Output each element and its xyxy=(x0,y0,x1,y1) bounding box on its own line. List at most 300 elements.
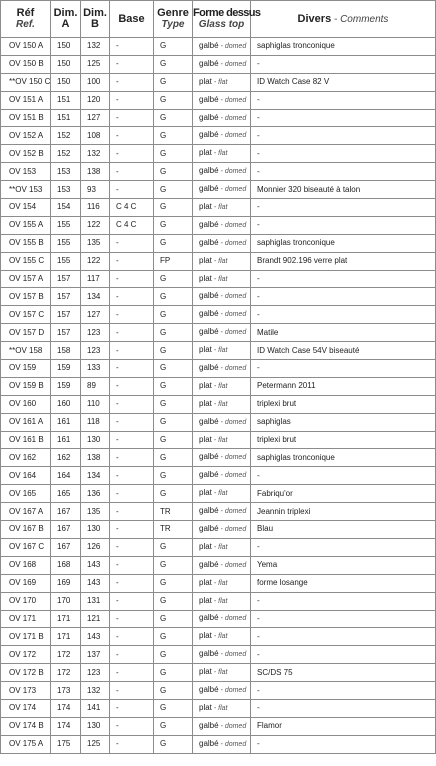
cell-base: - xyxy=(110,252,154,270)
cell-dim-b: 93 xyxy=(81,181,110,199)
table-row xyxy=(1,252,436,270)
cell-ref: OV 172 xyxy=(1,646,51,664)
header-divers xyxy=(251,1,436,38)
cell-genre: G xyxy=(154,342,193,360)
cell-divers: - xyxy=(251,628,436,646)
cell-glass-top xyxy=(193,342,251,360)
table-row xyxy=(1,538,436,556)
cell-divers: - xyxy=(251,646,436,664)
glass-top-fr: galbé xyxy=(199,237,219,247)
cell-glass-top xyxy=(193,270,251,288)
glass-top-separator: - xyxy=(218,740,225,748)
glass-top-separator: - xyxy=(218,239,225,247)
cell-divers: - xyxy=(251,163,436,181)
cell-divers: saphiglas xyxy=(251,413,436,431)
cell-dim-a: 167 xyxy=(51,503,81,521)
glass-top-separator: - xyxy=(211,347,219,355)
cell-base: - xyxy=(110,395,154,413)
cell-dim-a: 175 xyxy=(51,735,81,753)
cell-divers: triplexi brut xyxy=(251,395,436,413)
table-row xyxy=(1,163,436,181)
cell-glass-top xyxy=(193,682,251,700)
glass-top-separator: - xyxy=(211,490,219,498)
cell-dim-a: 165 xyxy=(51,485,81,503)
cell-ref: OV 150 A xyxy=(1,38,51,56)
cell-glass-top xyxy=(193,485,251,503)
table-row xyxy=(1,395,436,413)
cell-genre: G xyxy=(154,109,193,127)
header-dim-b-sublabel: B xyxy=(91,18,99,30)
cell-dim-a: 152 xyxy=(51,127,81,145)
cell-ref: **OV 153 xyxy=(1,181,51,199)
glass-top-separator: - xyxy=(218,186,225,194)
glass-top-separator: - xyxy=(218,60,225,68)
cell-glass-top xyxy=(193,181,251,199)
cell-glass-top xyxy=(193,395,251,413)
glass-top-en: domed xyxy=(224,329,247,337)
cell-dim-b: 108 xyxy=(81,127,110,145)
glass-top-en: flat xyxy=(218,669,228,677)
cell-dim-b: 121 xyxy=(81,610,110,628)
cell-dim-a: 171 xyxy=(51,628,81,646)
cell-genre: G xyxy=(154,664,193,682)
cell-divers: - xyxy=(251,735,436,753)
cell-ref: OV 167 C xyxy=(1,538,51,556)
glass-top-en: flat xyxy=(218,203,228,211)
glass-top-en: domed xyxy=(224,561,247,569)
table-row xyxy=(1,234,436,252)
cell-genre: G xyxy=(154,306,193,324)
cell-base: - xyxy=(110,610,154,628)
cell-base: - xyxy=(110,431,154,449)
cell-base: - xyxy=(110,628,154,646)
cell-glass-top xyxy=(193,628,251,646)
table-row xyxy=(1,55,436,73)
cell-base: - xyxy=(110,413,154,431)
glass-top-en: domed xyxy=(224,132,247,140)
cell-glass-top xyxy=(193,431,251,449)
cell-dim-b: 137 xyxy=(81,646,110,664)
cell-genre: G xyxy=(154,592,193,610)
table-row xyxy=(1,574,436,592)
glass-top-fr: plat xyxy=(199,201,212,211)
cell-genre: G xyxy=(154,55,193,73)
glass-top-en: flat xyxy=(218,400,228,408)
cell-dim-a: 153 xyxy=(51,163,81,181)
cell-dim-b: 141 xyxy=(81,699,110,717)
glass-top-separator: - xyxy=(211,543,219,551)
cell-divers: - xyxy=(251,538,436,556)
glass-top-separator: - xyxy=(218,114,225,122)
cell-glass-top xyxy=(193,717,251,735)
cell-divers: Monnier 320 biseauté à talon xyxy=(251,181,436,199)
glass-top-fr: galbé xyxy=(199,470,219,480)
cell-base: - xyxy=(110,109,154,127)
cell-ref: OV 152 A xyxy=(1,127,51,145)
cell-dim-b: 110 xyxy=(81,395,110,413)
header-dim-b-label: Dim. xyxy=(83,7,107,19)
header-genre-sublabel: Type xyxy=(161,19,185,30)
cell-ref: OV 152 B xyxy=(1,145,51,163)
cell-glass-top xyxy=(193,127,251,145)
glass-top-en: domed xyxy=(224,186,247,194)
cell-ref: OV 174 xyxy=(1,699,51,717)
table-row xyxy=(1,342,436,360)
cell-glass-top xyxy=(193,538,251,556)
table-row xyxy=(1,270,436,288)
glass-top-en: domed xyxy=(224,615,247,623)
cell-base: - xyxy=(110,73,154,91)
cell-ref: OV 172 B xyxy=(1,664,51,682)
table-row xyxy=(1,610,436,628)
glass-top-en: flat xyxy=(218,78,228,86)
header-forme-label: Forme dessus xyxy=(193,7,261,19)
cell-base: - xyxy=(110,342,154,360)
cell-dim-b: 125 xyxy=(81,55,110,73)
table-row xyxy=(1,503,436,521)
cell-divers: - xyxy=(251,288,436,306)
cell-dim-a: 155 xyxy=(51,234,81,252)
cell-base: - xyxy=(110,270,154,288)
cell-ref: OV 154 xyxy=(1,199,51,217)
glass-top-en: domed xyxy=(224,42,247,50)
glass-top-fr: galbé xyxy=(199,291,219,301)
cell-genre: G xyxy=(154,556,193,574)
cell-base: - xyxy=(110,127,154,145)
cell-dim-b: 130 xyxy=(81,717,110,735)
cell-genre: G xyxy=(154,467,193,485)
cell-divers: Flamor xyxy=(251,717,436,735)
cell-genre: G xyxy=(154,199,193,217)
glass-top-fr: plat xyxy=(199,434,212,444)
cell-base: - xyxy=(110,324,154,342)
glass-top-separator: - xyxy=(211,669,219,677)
cell-base: - xyxy=(110,288,154,306)
cell-glass-top xyxy=(193,360,251,378)
table-row xyxy=(1,521,436,539)
cell-genre: G xyxy=(154,485,193,503)
glass-top-en: domed xyxy=(224,168,247,176)
cell-divers: - xyxy=(251,127,436,145)
cell-glass-top xyxy=(193,449,251,467)
cell-glass-top xyxy=(193,145,251,163)
glass-top-separator: - xyxy=(218,42,225,50)
header-ref xyxy=(1,1,51,38)
cell-base: - xyxy=(110,163,154,181)
cell-dim-a: 161 xyxy=(51,413,81,431)
cell-genre: G xyxy=(154,538,193,556)
cell-genre: TR xyxy=(154,503,193,521)
cell-dim-b: 130 xyxy=(81,431,110,449)
table-row xyxy=(1,306,436,324)
cell-divers: forme losange xyxy=(251,574,436,592)
glass-top-separator: - xyxy=(218,615,225,623)
cell-dim-b: 135 xyxy=(81,234,110,252)
cell-ref: OV 173 xyxy=(1,682,51,700)
glass-top-separator: - xyxy=(218,293,225,301)
cell-dim-a: 174 xyxy=(51,717,81,735)
cell-base: C 4 C xyxy=(110,199,154,217)
header-ref-sublabel: Ref. xyxy=(16,19,35,30)
cell-base: - xyxy=(110,735,154,753)
cell-divers: triplexi brut xyxy=(251,431,436,449)
table-row xyxy=(1,127,436,145)
glass-top-separator: - xyxy=(218,364,225,372)
cell-divers: saphiglas tronconique xyxy=(251,38,436,56)
cell-divers: - xyxy=(251,199,436,217)
glass-top-separator: - xyxy=(211,579,219,587)
cell-dim-a: 162 xyxy=(51,449,81,467)
cell-divers: SC/DS 75 xyxy=(251,664,436,682)
glass-top-fr: plat xyxy=(199,488,212,498)
glass-top-separator: - xyxy=(211,400,219,408)
cell-ref: OV 165 xyxy=(1,485,51,503)
table-row xyxy=(1,288,436,306)
glass-top-fr: plat xyxy=(199,702,212,712)
glass-top-en: flat xyxy=(218,382,228,390)
glass-top-en: domed xyxy=(224,311,247,319)
cell-divers: - xyxy=(251,145,436,163)
header-dim-a xyxy=(51,1,81,38)
cell-divers: Brandt 902.196 verre plat xyxy=(251,252,436,270)
glass-top-fr: galbé xyxy=(199,720,219,730)
glass-top-en: domed xyxy=(224,454,247,462)
cell-divers: - xyxy=(251,699,436,717)
glass-top-fr: galbé xyxy=(199,452,219,462)
cell-divers: ID Watch Case 54V biseauté xyxy=(251,342,436,360)
cell-glass-top xyxy=(193,109,251,127)
glass-top-separator: - xyxy=(211,203,219,211)
cell-divers: Matile xyxy=(251,324,436,342)
cell-dim-a: 155 xyxy=(51,216,81,234)
header-row xyxy=(1,1,436,38)
glass-top-fr: galbé xyxy=(199,685,219,694)
cell-divers: Fabriqu'or xyxy=(251,485,436,503)
header-dim-a-label: Dim. xyxy=(53,7,78,19)
table-row xyxy=(1,324,436,342)
glass-top-fr: galbé xyxy=(199,58,219,68)
cell-dim-b: 138 xyxy=(81,163,110,181)
glass-top-fr: plat xyxy=(199,631,212,641)
cell-dim-b: 132 xyxy=(81,682,110,700)
cell-dim-b: 123 xyxy=(81,324,110,342)
glass-top-en: domed xyxy=(224,239,247,247)
cell-genre: G xyxy=(154,682,193,700)
glass-top-fr: galbé xyxy=(199,523,219,533)
cell-dim-b: 122 xyxy=(81,216,110,234)
cell-genre: G xyxy=(154,360,193,378)
cell-glass-top xyxy=(193,503,251,521)
cell-divers: - xyxy=(251,306,436,324)
table-row xyxy=(1,216,436,234)
cell-genre: FP xyxy=(154,252,193,270)
table-row xyxy=(1,360,436,378)
cell-ref: OV 174 B xyxy=(1,717,51,735)
cell-ref: OV 157 B xyxy=(1,288,51,306)
table-row xyxy=(1,91,436,109)
table-row xyxy=(1,717,436,735)
cell-base: - xyxy=(110,91,154,109)
cell-glass-top xyxy=(193,38,251,56)
cell-dim-a: 157 xyxy=(51,324,81,342)
cell-ref: OV 171 xyxy=(1,610,51,628)
header-genre xyxy=(154,1,193,38)
cell-genre: G xyxy=(154,163,193,181)
cell-dim-a: 164 xyxy=(51,467,81,485)
cell-ref: OV 155 B xyxy=(1,234,51,252)
glass-top-en: domed xyxy=(224,508,247,516)
glass-top-separator: - xyxy=(218,329,225,337)
glass-top-separator: - xyxy=(218,168,225,176)
glass-top-fr: galbé xyxy=(199,416,219,426)
cell-dim-b: 143 xyxy=(81,556,110,574)
glass-top-en: flat xyxy=(218,257,228,265)
header-divers-sublabel: Comments xyxy=(340,13,389,25)
table-row xyxy=(1,377,436,395)
glass-top-separator: - xyxy=(211,704,219,712)
glass-top-en: domed xyxy=(224,293,247,301)
table-row xyxy=(1,181,436,199)
cell-base: - xyxy=(110,521,154,539)
cell-ref: **OV 158 xyxy=(1,342,51,360)
cell-genre: G xyxy=(154,628,193,646)
cell-dim-a: 160 xyxy=(51,395,81,413)
glass-top-fr: galbé xyxy=(199,506,219,516)
header-ref-label: Réf xyxy=(16,7,35,19)
cell-ref: OV 170 xyxy=(1,592,51,610)
cell-glass-top xyxy=(193,199,251,217)
glass-top-separator: - xyxy=(218,418,225,426)
table-row xyxy=(1,467,436,485)
cell-base: - xyxy=(110,485,154,503)
cell-divers: Jeannin triplexi xyxy=(251,503,436,521)
glass-top-fr: galbé xyxy=(199,362,219,372)
cell-dim-b: 118 xyxy=(81,413,110,431)
cell-divers: - xyxy=(251,682,436,700)
glass-top-separator: - xyxy=(211,633,219,641)
glass-top-separator: - xyxy=(218,96,225,104)
table-row xyxy=(1,109,436,127)
table-row xyxy=(1,38,436,56)
cell-dim-b: 138 xyxy=(81,449,110,467)
cell-dim-b: 143 xyxy=(81,574,110,592)
cell-dim-a: 157 xyxy=(51,288,81,306)
cell-dim-b: 127 xyxy=(81,306,110,324)
glass-top-separator: - xyxy=(218,525,225,533)
table-row xyxy=(1,735,436,753)
cell-ref: OV 164 xyxy=(1,467,51,485)
glass-top-en: flat xyxy=(218,275,228,283)
table-row xyxy=(1,682,436,700)
cell-glass-top xyxy=(193,610,251,628)
cell-dim-b: 130 xyxy=(81,521,110,539)
cell-dim-a: 153 xyxy=(51,181,81,199)
cell-ref: OV 157 D xyxy=(1,324,51,342)
cell-genre: G xyxy=(154,270,193,288)
cell-dim-a: 161 xyxy=(51,431,81,449)
cell-divers: - xyxy=(251,360,436,378)
cell-dim-b: 125 xyxy=(81,735,110,753)
table-row xyxy=(1,73,436,91)
cell-ref: OV 151 A xyxy=(1,91,51,109)
cell-ref: OV 169 xyxy=(1,574,51,592)
cell-ref: OV 157 A xyxy=(1,270,51,288)
cell-genre: G xyxy=(154,735,193,753)
cell-dim-a: 158 xyxy=(51,342,81,360)
glass-top-fr: plat xyxy=(199,148,212,158)
glass-top-separator: - xyxy=(218,508,225,516)
cell-dim-a: 151 xyxy=(51,91,81,109)
cell-glass-top xyxy=(193,234,251,252)
cell-ref: OV 162 xyxy=(1,449,51,467)
cell-dim-b: 89 xyxy=(81,377,110,395)
glass-top-fr: plat xyxy=(199,76,212,86)
cell-dim-a: 155 xyxy=(51,252,81,270)
cell-dim-a: 169 xyxy=(51,574,81,592)
cell-dim-a: 157 xyxy=(51,270,81,288)
glass-top-en: flat xyxy=(218,597,228,605)
glass-top-en: flat xyxy=(218,579,228,587)
glass-top-fr: galbé xyxy=(199,40,219,50)
cell-dim-a: 159 xyxy=(51,377,81,395)
cell-glass-top xyxy=(193,664,251,682)
cell-base: - xyxy=(110,38,154,56)
cell-genre: G xyxy=(154,449,193,467)
cell-glass-top xyxy=(193,413,251,431)
glass-top-fr: galbé xyxy=(199,219,219,229)
header-divers-label: Divers xyxy=(297,12,332,25)
glass-top-fr: plat xyxy=(199,255,212,265)
header-forme-sublabel: Glass top xyxy=(198,19,245,30)
glass-top-separator: - xyxy=(218,687,225,694)
cell-dim-b: 134 xyxy=(81,288,110,306)
table-row xyxy=(1,556,436,574)
glass-top-en: domed xyxy=(224,60,247,68)
cell-dim-b: 120 xyxy=(81,91,110,109)
cell-ref: OV 151 B xyxy=(1,109,51,127)
cell-base: - xyxy=(110,574,154,592)
glass-top-en: flat xyxy=(218,150,228,158)
cell-dim-a: 159 xyxy=(51,360,81,378)
cell-base: - xyxy=(110,538,154,556)
cell-base: C 4 C xyxy=(110,216,154,234)
cell-genre: G xyxy=(154,699,193,717)
cell-genre: G xyxy=(154,234,193,252)
cell-base: - xyxy=(110,682,154,700)
cell-genre: G xyxy=(154,717,193,735)
glass-top-separator: - xyxy=(211,78,219,86)
cell-dim-b: 126 xyxy=(81,538,110,556)
header-base-label: Base xyxy=(118,12,145,25)
cell-divers: - xyxy=(251,55,436,73)
cell-ref: OV 168 xyxy=(1,556,51,574)
cell-genre: G xyxy=(154,574,193,592)
cell-glass-top xyxy=(193,556,251,574)
cell-dim-b: 117 xyxy=(81,270,110,288)
glass-top-separator: - xyxy=(211,257,219,265)
cell-dim-a: 172 xyxy=(51,664,81,682)
cell-dim-b: 116 xyxy=(81,199,110,217)
cell-ref: OV 155 C xyxy=(1,252,51,270)
cell-genre: G xyxy=(154,431,193,449)
glass-top-fr: plat xyxy=(199,345,212,355)
cell-glass-top xyxy=(193,306,251,324)
cell-genre: G xyxy=(154,395,193,413)
glass-top-fr: plat xyxy=(199,577,212,587)
cell-ref: OV 167 B xyxy=(1,521,51,539)
glass-top-en: domed xyxy=(224,221,247,229)
glass-top-en: domed xyxy=(224,651,247,659)
